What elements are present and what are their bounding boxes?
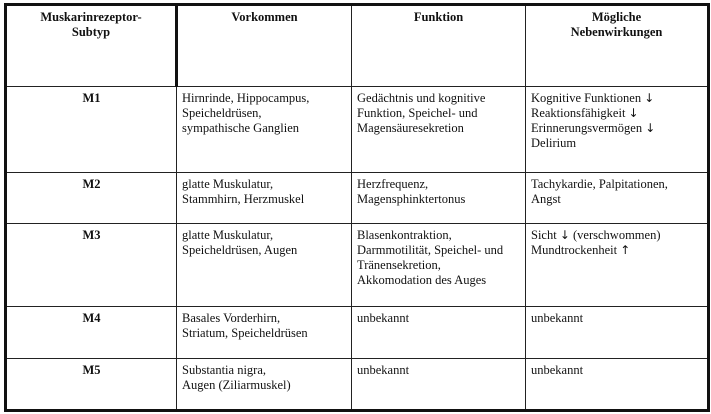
document-page (4, 3, 707, 409)
occurrence-line: Speicheldrüsen, Augen (182, 243, 298, 257)
table-row (6, 224, 709, 307)
occurrence-cell (177, 359, 352, 411)
function-cell (352, 359, 526, 411)
muscarinic-receptor-table (4, 3, 710, 412)
header-side-effects (526, 5, 709, 87)
side-effect-text: Kognitive Funktionen (531, 91, 645, 105)
side-effects-cell (526, 307, 709, 359)
side-effect-line (531, 243, 702, 258)
subtype-cell: M4 (6, 307, 177, 359)
subtype-cell: M2 (6, 173, 177, 224)
function-cell (352, 87, 526, 173)
occurrence-line: Striatum, Speicheldrüsen (182, 326, 308, 340)
occurrence-cell (177, 307, 352, 359)
header-function (352, 5, 526, 87)
function-line: Herzfrequenz, (357, 177, 429, 191)
function-line: unbekannt (357, 311, 410, 325)
side-effect-text: Mundtrockenheit (531, 243, 621, 257)
side-effect-line (531, 177, 702, 192)
occurrence-line: Basales Vorderhirn, (182, 311, 281, 325)
function-cell (352, 224, 526, 307)
header-occurrence-line: Vorkommen (231, 10, 298, 24)
header-subtype-line: Muskarinrezeptor- (40, 10, 142, 24)
side-effect-line (531, 228, 702, 243)
subtype-cell: M3 (6, 224, 177, 307)
header-function-line: Funktion (413, 10, 464, 24)
table-row (6, 173, 709, 224)
side-effect-text: Erinnerungsvermögen (531, 121, 646, 135)
side-effect-text: (verschwommen) (569, 228, 661, 242)
header-subtype-line: Subtyp (71, 25, 111, 39)
function-line: unbekannt (357, 363, 410, 377)
side-effect-line (531, 363, 702, 378)
table-row (6, 307, 709, 359)
side-effect-line (531, 106, 702, 121)
side-effects-cell (526, 359, 709, 411)
occurrence-line: Augen (Ziliarmuskel) (182, 378, 291, 392)
side-effect-text: Sicht (531, 228, 560, 242)
table-row (6, 359, 709, 411)
side-effect-line (531, 121, 702, 136)
side-effects-cell (526, 87, 709, 173)
arrow-up-icon: ↑ (620, 243, 631, 257)
occurrence-cell (177, 224, 352, 307)
header-occurrence (177, 5, 352, 87)
side-effects-cell (526, 173, 709, 224)
function-cell (352, 307, 526, 359)
side-effect-text: unbekannt (531, 311, 584, 325)
arrow-down-icon: ↓ (628, 106, 639, 120)
function-line: Tränensekretion, (357, 258, 441, 272)
function-line: Magensphinktertonus (357, 192, 466, 206)
occurrence-line: Stammhirn, Herzmuskel (182, 192, 305, 206)
occurrence-line: Substantia nigra, (182, 363, 267, 377)
table-row (6, 87, 709, 173)
occurrence-line: glatte Muskulatur, (182, 228, 274, 242)
function-line: Darmmotilität, Speichel- und (357, 243, 504, 257)
function-line: Magensäuresekretion (357, 121, 464, 135)
occurrence-line: sympathische Ganglien (182, 121, 299, 135)
function-cell (352, 173, 526, 224)
function-line: Gedächtnis und kognitive (357, 91, 486, 105)
header-side-effects-line: Nebenwirkungen (570, 25, 663, 39)
function-line: Akkomodation des Auges (357, 273, 487, 287)
header-side-effects-line: Mögliche (591, 10, 642, 24)
side-effect-text: Reaktionsfähigkeit (531, 106, 629, 120)
arrow-down-icon: ↓ (559, 228, 570, 242)
arrow-down-icon: ↓ (644, 91, 655, 105)
side-effect-line (531, 91, 702, 106)
side-effect-text: unbekannt (531, 363, 584, 377)
side-effects-cell (526, 224, 709, 307)
side-effect-line (531, 311, 702, 326)
side-effect-text: Tachykardie, Palpitationen, (531, 177, 668, 191)
side-effect-line (531, 136, 702, 151)
header-subtype (6, 5, 177, 87)
occurrence-cell (177, 173, 352, 224)
occurrence-cell (177, 87, 352, 173)
subtype-cell: M1 (6, 87, 177, 173)
side-effect-line (531, 192, 702, 207)
side-effect-text: Delirium (531, 136, 577, 150)
occurrence-line: Speicheldrüsen, (182, 106, 262, 120)
occurrence-line: Hirnrinde, Hippocampus, (182, 91, 310, 105)
function-line: Funktion, Speichel- und (357, 106, 478, 120)
function-line: Blasenkontraktion, (357, 228, 452, 242)
subtype-cell: M5 (6, 359, 177, 411)
occurrence-line: glatte Muskulatur, (182, 177, 274, 191)
arrow-down-icon: ↓ (645, 121, 656, 135)
table-header-row (6, 5, 709, 87)
side-effect-text: Angst (531, 192, 561, 206)
